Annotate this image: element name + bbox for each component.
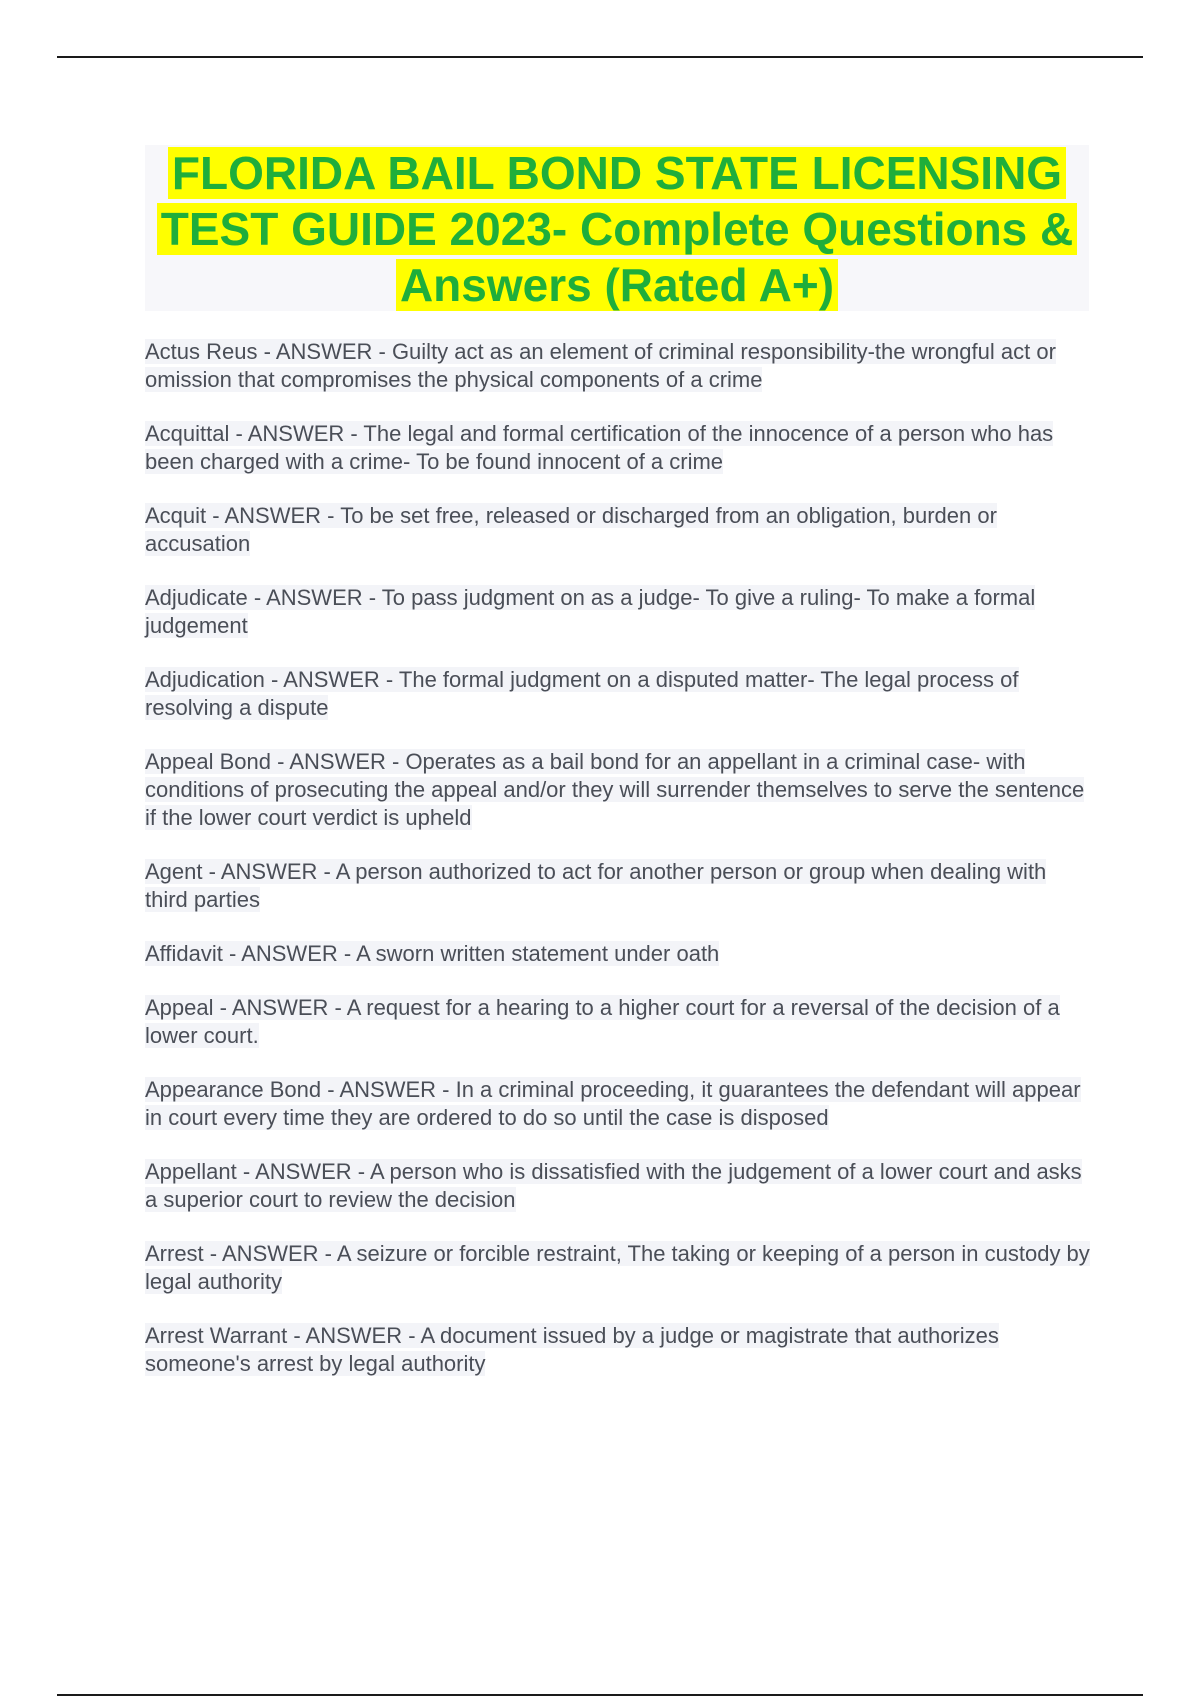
title-highlight: FLORIDA BAIL BOND STATE LICENSING TEST GUIDE 2023- Complete Questions & Answers (Rated A+)	[157, 147, 1078, 311]
glossary-entry	[145, 1322, 1095, 1378]
glossary-entry	[145, 748, 1095, 832]
entry-text: Appearance Bond - ANSWER - In a criminal proceeding, it guarantees the defendant will appear in court every time they are ordered to do so until the case is disposed	[145, 1077, 1081, 1130]
glossary-entry	[145, 666, 1095, 722]
entry-text: Arrest - ANSWER - A seizure or forcible restraint, The taking or keeping of a person in custody by legal authority	[145, 1241, 1090, 1294]
entry-text: Appeal Bond - ANSWER - Operates as a bail bond for an appellant in a criminal case- with conditions of prosecuting the appeal and/or they will surrender themselves to serve the sentence if the lower court verdict is upheld	[145, 749, 1085, 830]
entry-text: Acquit - ANSWER - To be set free, released or discharged from an obligation, burden or accusation	[145, 503, 997, 556]
glossary-entry	[145, 1240, 1095, 1296]
glossary-entry	[145, 584, 1095, 640]
entry-text: Appeal - ANSWER - A request for a hearing to a higher court for a reversal of the decision of a lower court.	[145, 995, 1060, 1048]
entry-text: Affidavit - ANSWER - A sworn written statement under oath	[145, 941, 720, 966]
entry-text: Actus Reus - ANSWER - Guilty act as an element of criminal responsibility-the wrongful act or omission that compromises the physical components of a crime	[145, 339, 1056, 392]
glossary-list	[145, 338, 1095, 1404]
entry-text: Adjudication - ANSWER - The formal judgment on a disputed matter- The legal process of resolving a dispute	[145, 667, 1019, 720]
title-block	[145, 145, 1089, 311]
top-rule	[57, 56, 1143, 58]
entry-text: Agent - ANSWER - A person authorized to act for another person or group when dealing with third parties	[145, 859, 1047, 912]
entry-text: Arrest Warrant - ANSWER - A document issued by a judge or magistrate that authorizes someone's arrest by legal authority	[145, 1323, 999, 1376]
entry-text: Acquittal - ANSWER - The legal and formal certification of the innocence of a person who has been charged with a crime- To be found innocent of a crime	[145, 421, 1054, 474]
entry-text: Adjudicate - ANSWER - To pass judgment on as a judge- To give a ruling- To make a formal judgement	[145, 585, 1036, 638]
entry-text: Appellant - ANSWER - A person who is dissatisfied with the judgement of a lower court and asks a superior court to review the decision	[145, 1159, 1082, 1212]
glossary-entry	[145, 420, 1095, 476]
glossary-entry	[145, 338, 1095, 394]
glossary-entry	[145, 858, 1095, 914]
document-title	[145, 145, 1089, 313]
glossary-entry	[145, 994, 1095, 1050]
glossary-entry	[145, 1158, 1095, 1214]
glossary-entry	[145, 940, 1095, 968]
glossary-entry	[145, 1076, 1095, 1132]
glossary-entry	[145, 502, 1095, 558]
bottom-rule	[57, 1694, 1143, 1696]
